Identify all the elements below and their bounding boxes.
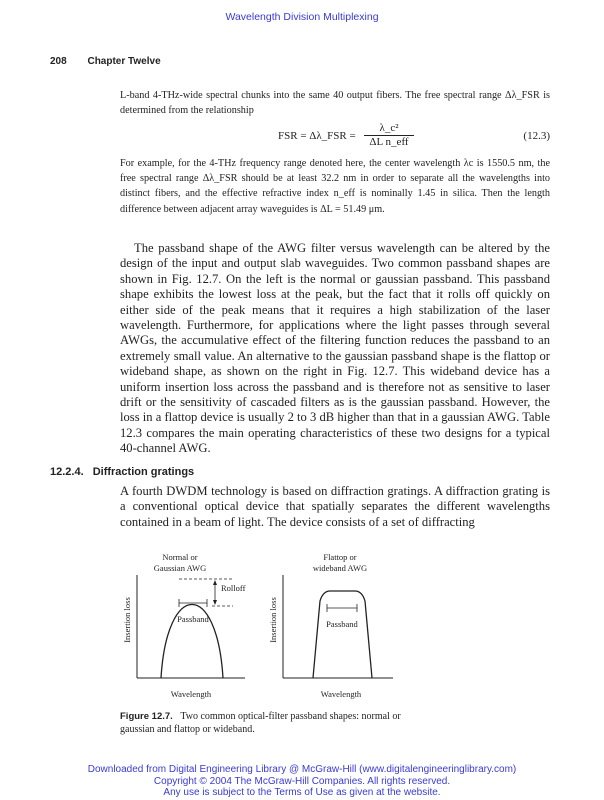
left-title-line1: Normal or <box>162 552 198 562</box>
rolloff-arrowhead-up <box>213 580 217 585</box>
footer-download-link[interactable]: Downloaded from Digital Engineering Library @ McGraw-Hill (www.digitalengineeringlibrary.com) <box>87 764 517 775</box>
section-title: Diffraction gratings <box>92 466 195 478</box>
right-title-line1: Flattop or <box>323 552 357 562</box>
figure-caption <box>120 710 410 736</box>
right-title-line2: wideband AWG <box>312 563 368 573</box>
figure-12-7 <box>115 545 415 705</box>
equation-lhs: FSR = Δλ_FSR = <box>278 130 356 142</box>
left-title-line2: Gaussian AWG <box>153 563 207 573</box>
section-paragraph: A fourth DWDM technology is based on diffraction gratings. A diffraction grating is a conventional optical device that spatially separates the different wavelengths contained in a beam of light. The device consists of a set of diffracting <box>120 484 550 529</box>
section-heading <box>50 466 194 478</box>
right-ylabel: Insertion loss <box>268 597 278 643</box>
right-xlabel: Wavelength <box>320 689 362 699</box>
figure-caption-label: Figure 12.7. <box>120 711 173 722</box>
equation-fraction <box>364 122 414 148</box>
section-number: 12.2.4. <box>50 466 84 478</box>
page-number: 208 <box>50 56 67 67</box>
rolloff-label: Rolloff <box>221 583 246 593</box>
chapter-title: Chapter Twelve <box>87 56 161 67</box>
rolloff-arrowhead-down <box>213 600 217 605</box>
example-paragraph: For example, for the 4-THz frequency range denoted here, the center wavelength λc is 1550.5 nm, the free spectral range Δλ_FSR should be at least 32.2 nm in order to separate all the wavelengths into distinct fibers, and the effective refractive index n_eff is nominally 1.45 in silica. Then the length difference between adjacent array waveguides is ΔL = 51.49 μm. <box>120 158 550 215</box>
equation-numerator: λ_c² <box>364 122 414 136</box>
flattop-curve <box>313 591 372 678</box>
figure-caption-text: Two common optical-filter passband shapes: normal or gaussian and flattop or wideband. <box>120 711 401 735</box>
running-head <box>50 56 179 67</box>
equation-12-3 <box>120 122 550 154</box>
page-header-title: Wavelength Division Multiplexing <box>225 11 379 23</box>
footer-terms: Any use is subject to the Terms of Use as given at the website. <box>163 787 441 798</box>
intro-paragraph: L-band 4-THz-wide spectral chunks into the same 40 output fibers. The free spectral range Δλ_FSR is determined from the relationship <box>120 90 550 117</box>
main-paragraph: The passband shape of the AWG filter versus wavelength can be altered by the design of the input and output slab waveguides. Two common passband shapes are shown in Fig. 12.7. On the left is the normal or gaussian passband. This passband shape exhibits the lowest loss at the peak, but the fact that it rolls off quickly on either side of the peak means that it requires a high stabilization of the laser wavelength. Furthermore, for applications where the light passes through several AWGs, the accumulative effect of the filtering function reduces the passband to an extremely small value. An alternative to the gaussian passband shape is the flattop or wideband shape, as shown on the right in Fig. 12.7. This wideband device has a uniform insertion loss across the passband and is therefore not as sensitive to laser drift or the sensitivity of cascaded filters as is the gaussian passband. However, the loss in a flattop device is usually 2 to 3 dB higher than that in a gaussian AWG. Table 12.3 compares the main operating characteristics of these two designs for a typical 40-channel AWG. <box>120 241 550 456</box>
equation-number: (12.3) <box>523 130 550 142</box>
footer-copyright: Copyright © 2004 The McGraw-Hill Companies. All rights reserved. <box>153 775 451 787</box>
left-xlabel: Wavelength <box>170 689 212 699</box>
page-footer <box>0 764 604 799</box>
left-ylabel: Insertion loss <box>122 597 132 643</box>
equation-denominator: ΔL n_eff <box>369 136 409 148</box>
left-passband-label: Passband <box>177 614 209 624</box>
right-passband-label: Passband <box>326 619 358 629</box>
